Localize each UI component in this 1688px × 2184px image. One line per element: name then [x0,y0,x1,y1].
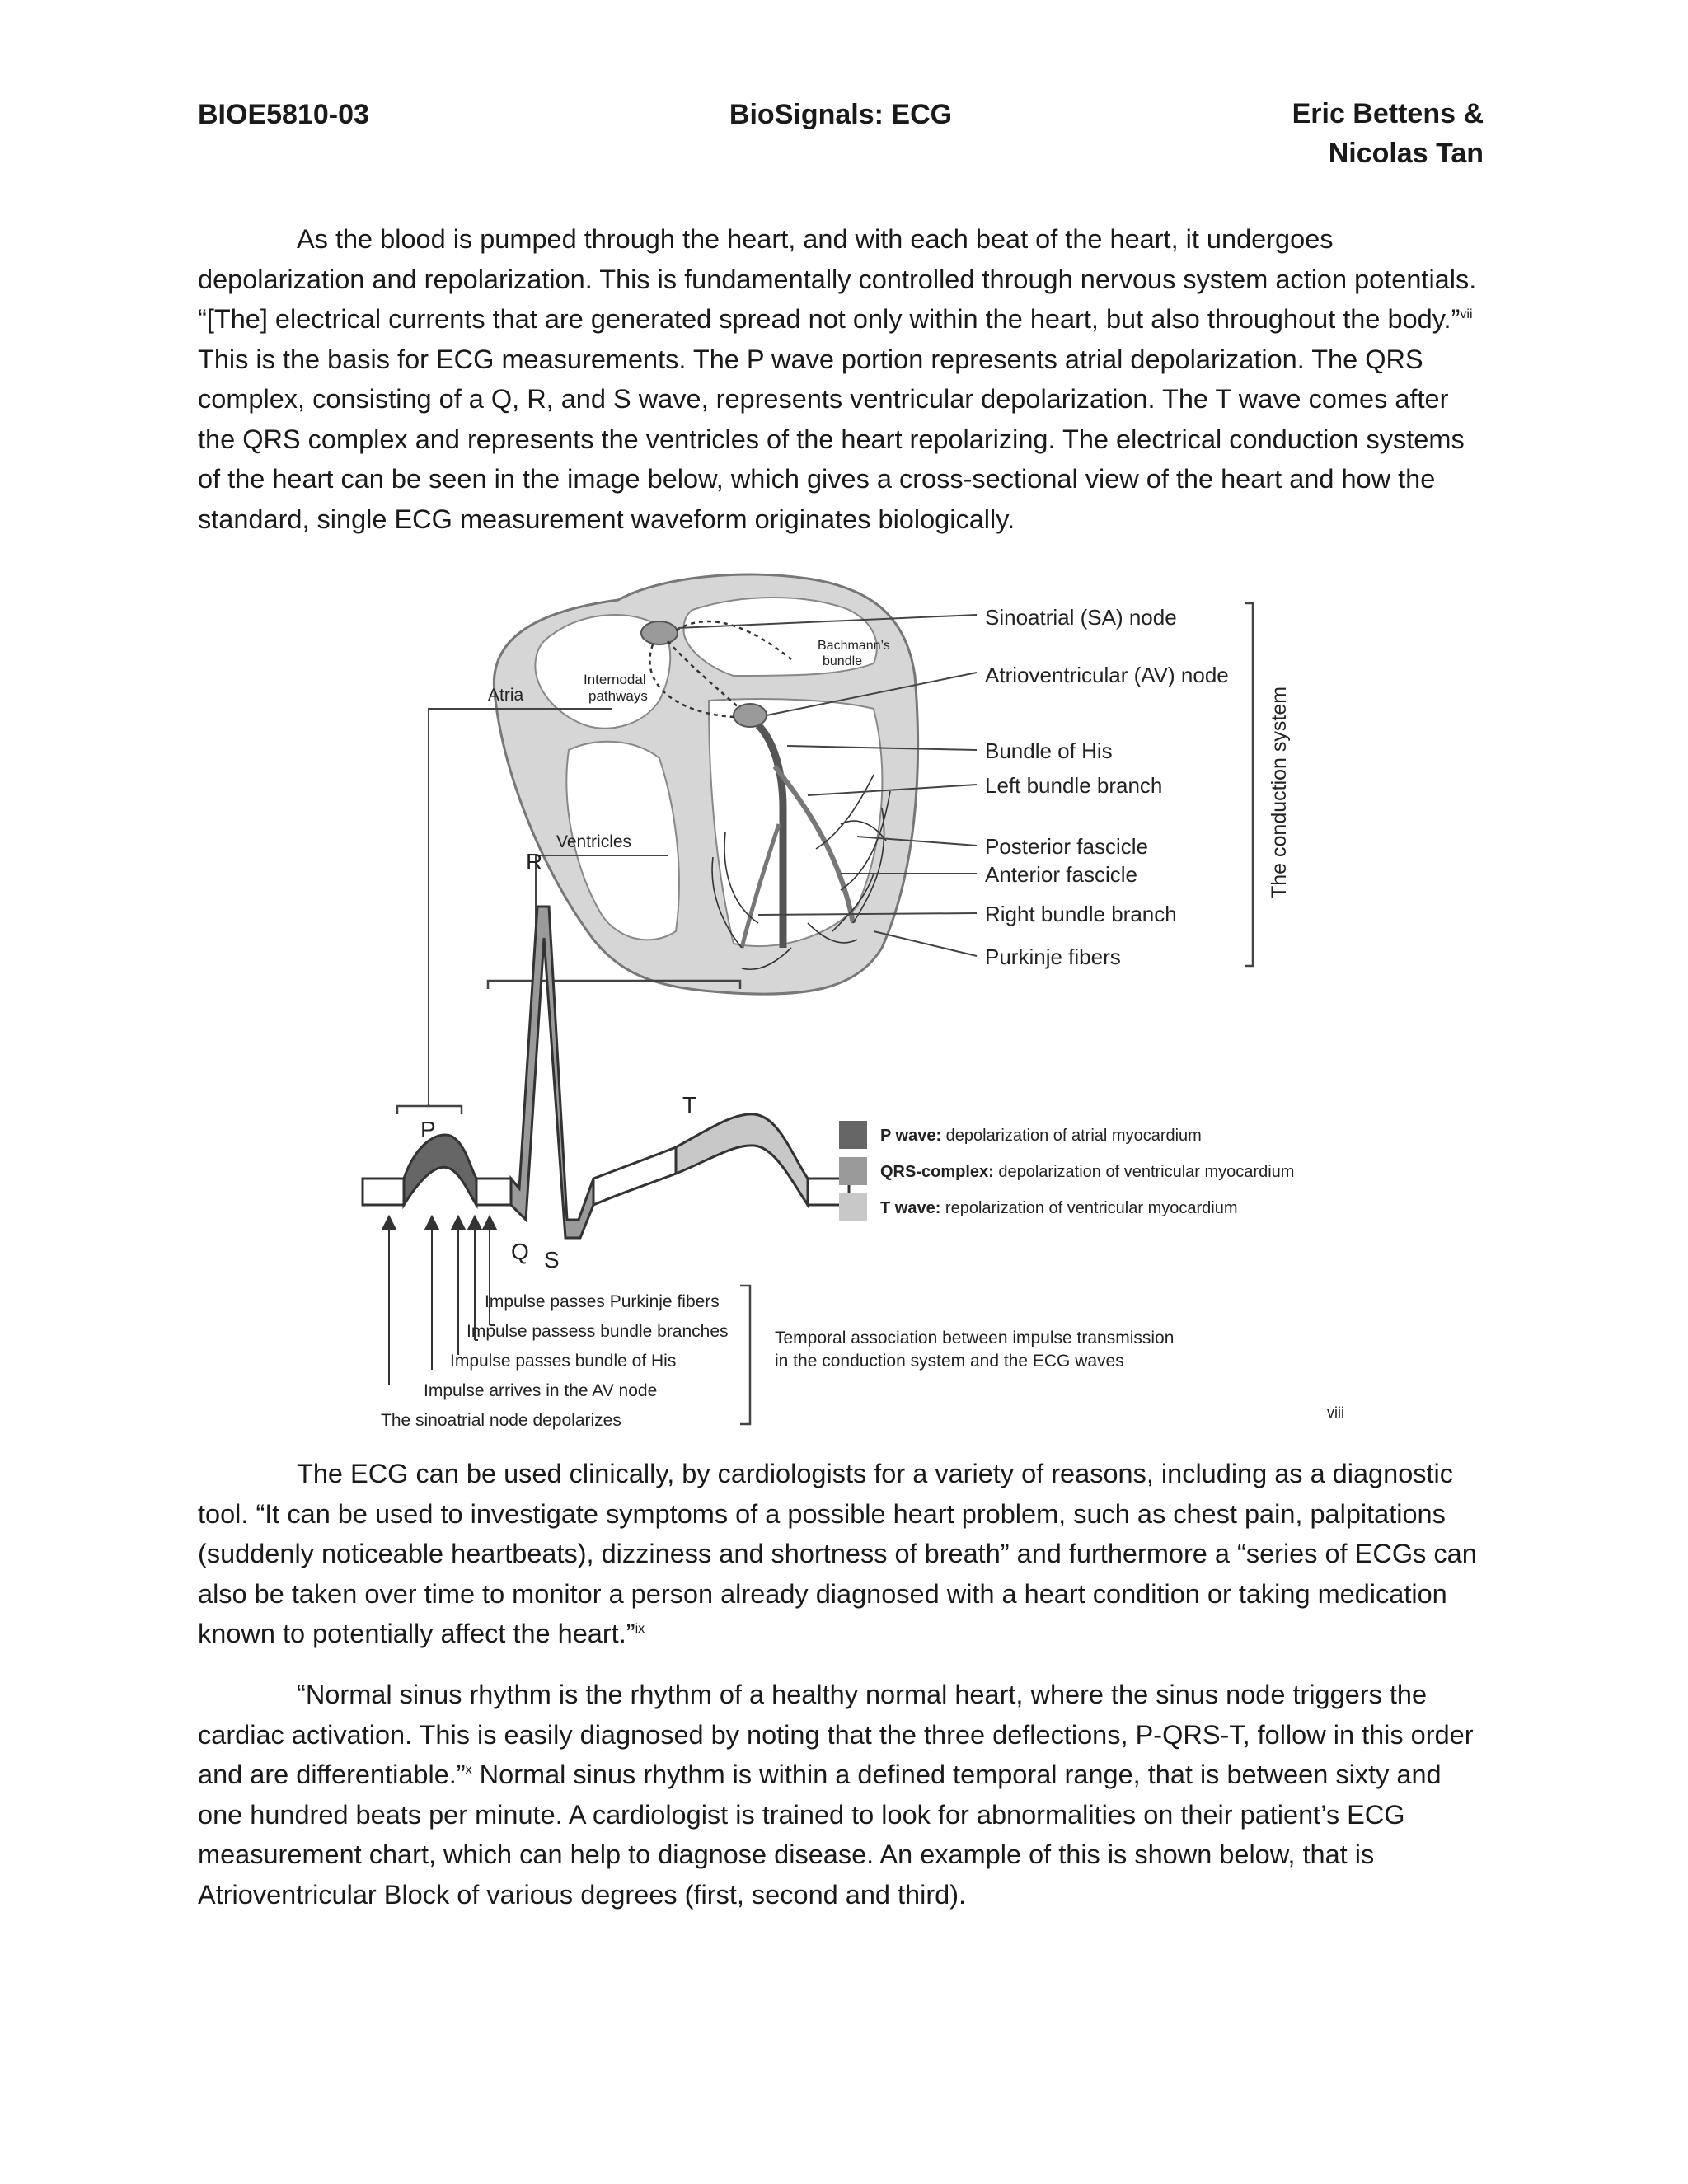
label-internodal-2: pathways [588,688,648,704]
label-anterior-fascicle: Anterior fascicle [985,862,1137,887]
paragraph-1 [198,219,1484,539]
paragraph-2-text-a: The ECG can be used clinically, by cardiologists for a variety of reasons, including as a diagnostic tool. “It can be used to investigate symptoms of a possible heart problem, such as chest pain, palpitations (suddenly noticeable heartbeats), dizziness and shortness of breath” and furthermore a “series of ECGs can also be taken over time to monitor a person already diagnosed with a heart condition or taking medication known to potentially affect the heart.” [198,1459,1477,1648]
authors-line-2: Nicolas Tan [1328,138,1484,169]
paragraph-3-text-b: Normal sinus rhythm is within a defined temporal range, that is between sixty and one hundred beats per minute. A cardiologist is trained to look for abnormalities on their patient’s ECG measurement chart, which can help to diagnose disease. An example of this is shown below, that is Atrioventricular Block of various degrees (first, second and third). [198,1760,1442,1910]
footnote-ref: x [465,1763,472,1778]
ecg-st-segment [593,1147,676,1205]
footnote-ref: ix [635,1622,645,1637]
course-code: BIOE5810-03 [198,99,369,130]
impulse-purkinje: Impulse passes Purkinje fibers [485,1292,720,1311]
label-t-wave: T [682,1092,697,1118]
paragraph-2 [198,1454,1484,1654]
label-right-bundle: Right bundle branch [985,902,1177,926]
legend-label: P wave: depolarization of atrial myocardium [880,1127,1202,1145]
legend-label: T wave: repolarization of ventricular myocardium [880,1199,1238,1217]
page-header [198,99,1484,181]
authors [1292,94,1484,173]
label-p-wave: P [420,1117,436,1142]
label-sa-node: Sinoatrial (SA) node [985,605,1177,630]
impulse-bracket [740,1286,750,1424]
label-purkinje: Purkinje fibers [985,944,1121,969]
legend-swatch [839,1121,867,1149]
legend-label: QRS-complex: depolarization of ventricular myocardium [880,1163,1295,1181]
label-posterior-fascicle: Posterior fascicle [985,834,1148,859]
figure-footnote-ref: viii [1327,1404,1344,1421]
label-atria: Atria [488,686,524,705]
label-q-wave: Q [511,1239,529,1264]
conduction-bracket [1245,603,1253,966]
impulse-bundle-his: Impulse passes bundle of His [450,1352,677,1371]
label-bachmann-1: Bachmann’s [818,639,890,653]
ecg-baseline-left [363,1179,404,1205]
label-r-wave: R [526,849,543,874]
p-bracket [397,1106,462,1114]
label-av-node: Atrioventricular (AV) node [985,663,1229,687]
label-s-wave: S [544,1247,560,1272]
conduction-system-figure [346,560,1418,1434]
label-bundle-his: Bundle of His [985,738,1113,763]
label-conduction-system: The conduction system [1268,686,1291,898]
impulse-sa-node: The sinoatrial node depolarizes [381,1411,621,1430]
temporal-text-2: in the conduction system and the ECG waves [775,1352,1124,1371]
label-internodal-1: Internodal [584,672,646,687]
impulse-av-node: Impulse arrives in the AV node [424,1381,658,1400]
paragraph-3-text-a: “Normal sinus rhythm is the rhythm of a healthy normal heart, where the sinus node triggers the cardiac activation. This is easily diagnosed by noting that the three deflections, P-QRS-T, follow in this order and are differentiable.” [198,1680,1474,1789]
label-bachmann-2: bundle [823,654,863,668]
temporal-text-1: Temporal association between impulse transmission [775,1329,1175,1347]
ecg-t-wave [676,1114,808,1205]
ecg-legend [839,1121,1294,1221]
paragraph-3 [198,1675,1484,1915]
legend-swatch [839,1157,867,1185]
impulse-bundle-branches: Impulse passess bundle branches [467,1322,729,1341]
authors-line-1: Eric Bettens & [1292,98,1484,129]
label-left-bundle: Left bundle branch [985,773,1163,798]
ecg-p-wave [404,1135,476,1205]
paragraph-1-text-b: This is the basis for ECG measurements. The P wave portion represents atrial depolarization. The QRS complex, consisting of a Q, R, and S wave, represents ventricular depolarization. The T wave comes after the QRS complex and represents the ventricles of the heart repolarizing. The electrical conduction systems of the heart can be seen in the image below, which gives a cross-sectional view of the heart and how the standard, single ECG measurement waveform originates biologically. [198,344,1465,534]
label-ventricles: Ventricles [556,832,632,851]
footnote-ref: vii [1460,307,1473,322]
document-title: BioSignals: ECG [729,99,953,130]
paragraph-1-text-a: As the blood is pumped through the heart, and with each beat of the heart, it undergoes depolarization and repolarization. This is fundamentally controlled through nervous system action potentials. “[The] electrical currents that are generated spread not only within the heart, but also throughout the body.” [198,224,1477,334]
sa-node [641,621,678,644]
ecg-qrs-complex [511,907,593,1238]
legend-swatch [839,1193,867,1221]
ecg-pr-segment [476,1179,511,1205]
